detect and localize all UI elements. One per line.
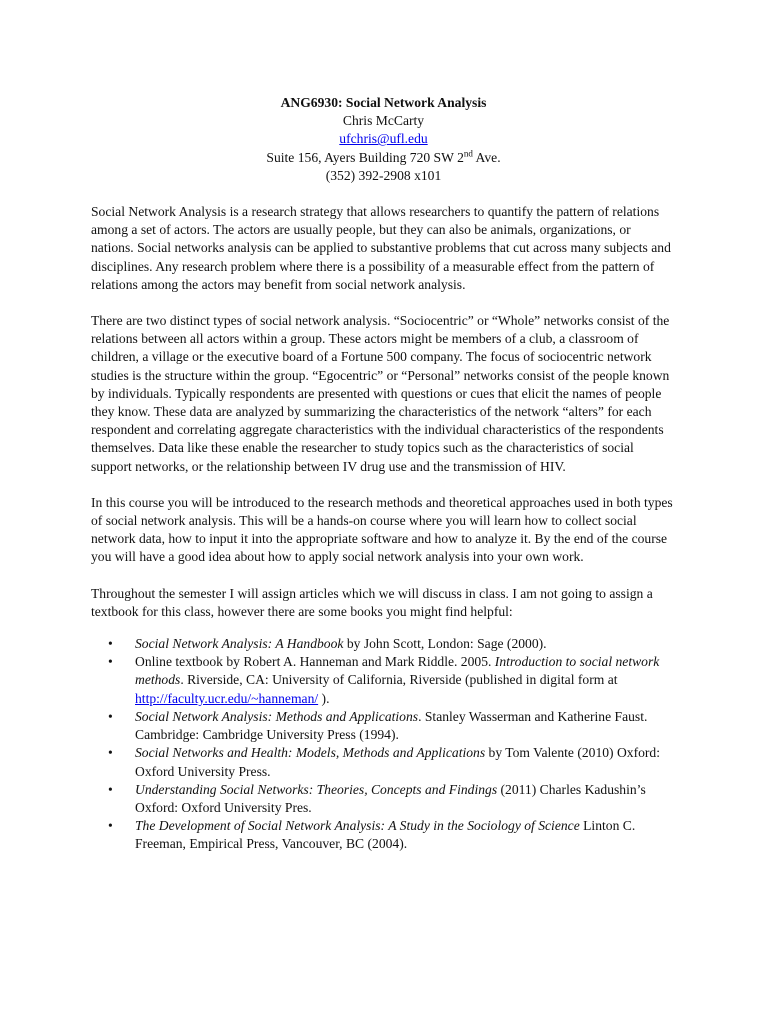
- address-superscript: nd: [463, 148, 473, 159]
- instructor-email-link[interactable]: ufchris@ufl.edu: [339, 131, 428, 147]
- office-address: [91, 149, 676, 167]
- hanneman-link[interactable]: http://faculty.ucr.edu/~hanneman/: [135, 690, 319, 706]
- list-item: [135, 744, 676, 780]
- list-item: [135, 781, 676, 817]
- phone-number: (352) 392-2908 x101: [325, 167, 442, 183]
- paragraph-types: There are two distinct types of social network analysis. “Sociocentric” or “Whole” networks consist of the relations between all actors within a group. These actors might be members of a club, a classroom of children, a village or the executive board of a Fortune 500 company. The focus of sociocentric network studies is the structure within the group. “Egocentric” or “Personal” networks consist of the people known by individuals. Typically respondents are presented with questions or cues that elicit the names of people they know. These data are analyzed by summarizing the characteristics of the network “alters” for each respondent and correlating aggregate characteristics with the individual characteristics of the respondents themselves. Data like these enable the researcher to study topics such as the characteristics of social support networks, or the relationship between IV drug use and the transmission of HIV.: [91, 313, 670, 474]
- list-item: [135, 635, 676, 653]
- address-text: Suite 156, Ayers Building 720 SW 2: [266, 149, 464, 165]
- list-item: [135, 653, 676, 708]
- address-suffix: Ave.: [472, 149, 501, 165]
- book-title: Understanding Social Networks: Theories, Concepts and Findings: [135, 781, 498, 797]
- book-details: Linton C. Freeman, Empirical Press, Vancouver, BC (2004).: [135, 818, 636, 852]
- book-title: Social Network Analysis: A Handbook: [135, 636, 344, 652]
- paragraph-intro: Social Network Analysis is a research strategy that allows researchers to quantify the pattern of relations among a set of actors. The actors are usually people, but they can also be animals, organizations, or nations. Social networks analysis can be applied to substantive problems that cut across many subjects and disciplines. Any research problem where there is a possibility of a measurable effect from the pattern of relations among the actors may benefit from social network analysis.: [91, 204, 671, 292]
- book-details: . Stanley Wasserman and Katherine Faust. Cambridge: Cambridge University Press (1994).: [135, 708, 648, 743]
- book-details: by John Scott, London: Sage (2000).: [343, 636, 547, 652]
- book-suffix: ).: [318, 690, 330, 706]
- list-item: [135, 817, 676, 853]
- instructor-name: Chris McCarty: [342, 113, 425, 129]
- book-title: The Development of Social Network Analysis: A Study in the Sociology of Science: [135, 818, 580, 834]
- book-details: by Tom Valente (2010) Oxford: Oxford University Press.: [135, 745, 660, 779]
- paragraph-course: In this course you will be introduced to the research methods and theoretical approaches used in both types of social network analysis. This will be a hands-on course where you will learn how to collect social network data, how to input it into the appropriate software and how to analyze it. By the end of the course you will have a good idea about how to apply social network analysis into your own work.: [91, 494, 673, 565]
- book-prefix: Online textbook by Robert A. Hanneman and Mark Riddle. 2005.: [135, 654, 495, 670]
- book-details: (2011) Charles Kadushin’s Oxford: Oxford University Pres.: [135, 781, 646, 815]
- book-title: Social Network Analysis: Methods and Applications: [135, 708, 419, 724]
- book-title: Introduction to social network methods: [135, 654, 660, 688]
- book-details: . Riverside, CA: University of California, Riverside (published in digital form at: [180, 672, 618, 688]
- list-item: [135, 708, 676, 744]
- paragraph-readings: Throughout the semester I will assign articles which we will discuss in class. I am not going to assign a textbook for this class, however there are some books you might find helpful:: [91, 585, 653, 619]
- book-title: Social Networks and Health: Models, Methods and Applications: [135, 745, 486, 761]
- course-title: ANG6930: Social Network Analysis: [280, 95, 487, 110]
- book-list: [91, 635, 676, 853]
- course-header: [91, 94, 676, 185]
